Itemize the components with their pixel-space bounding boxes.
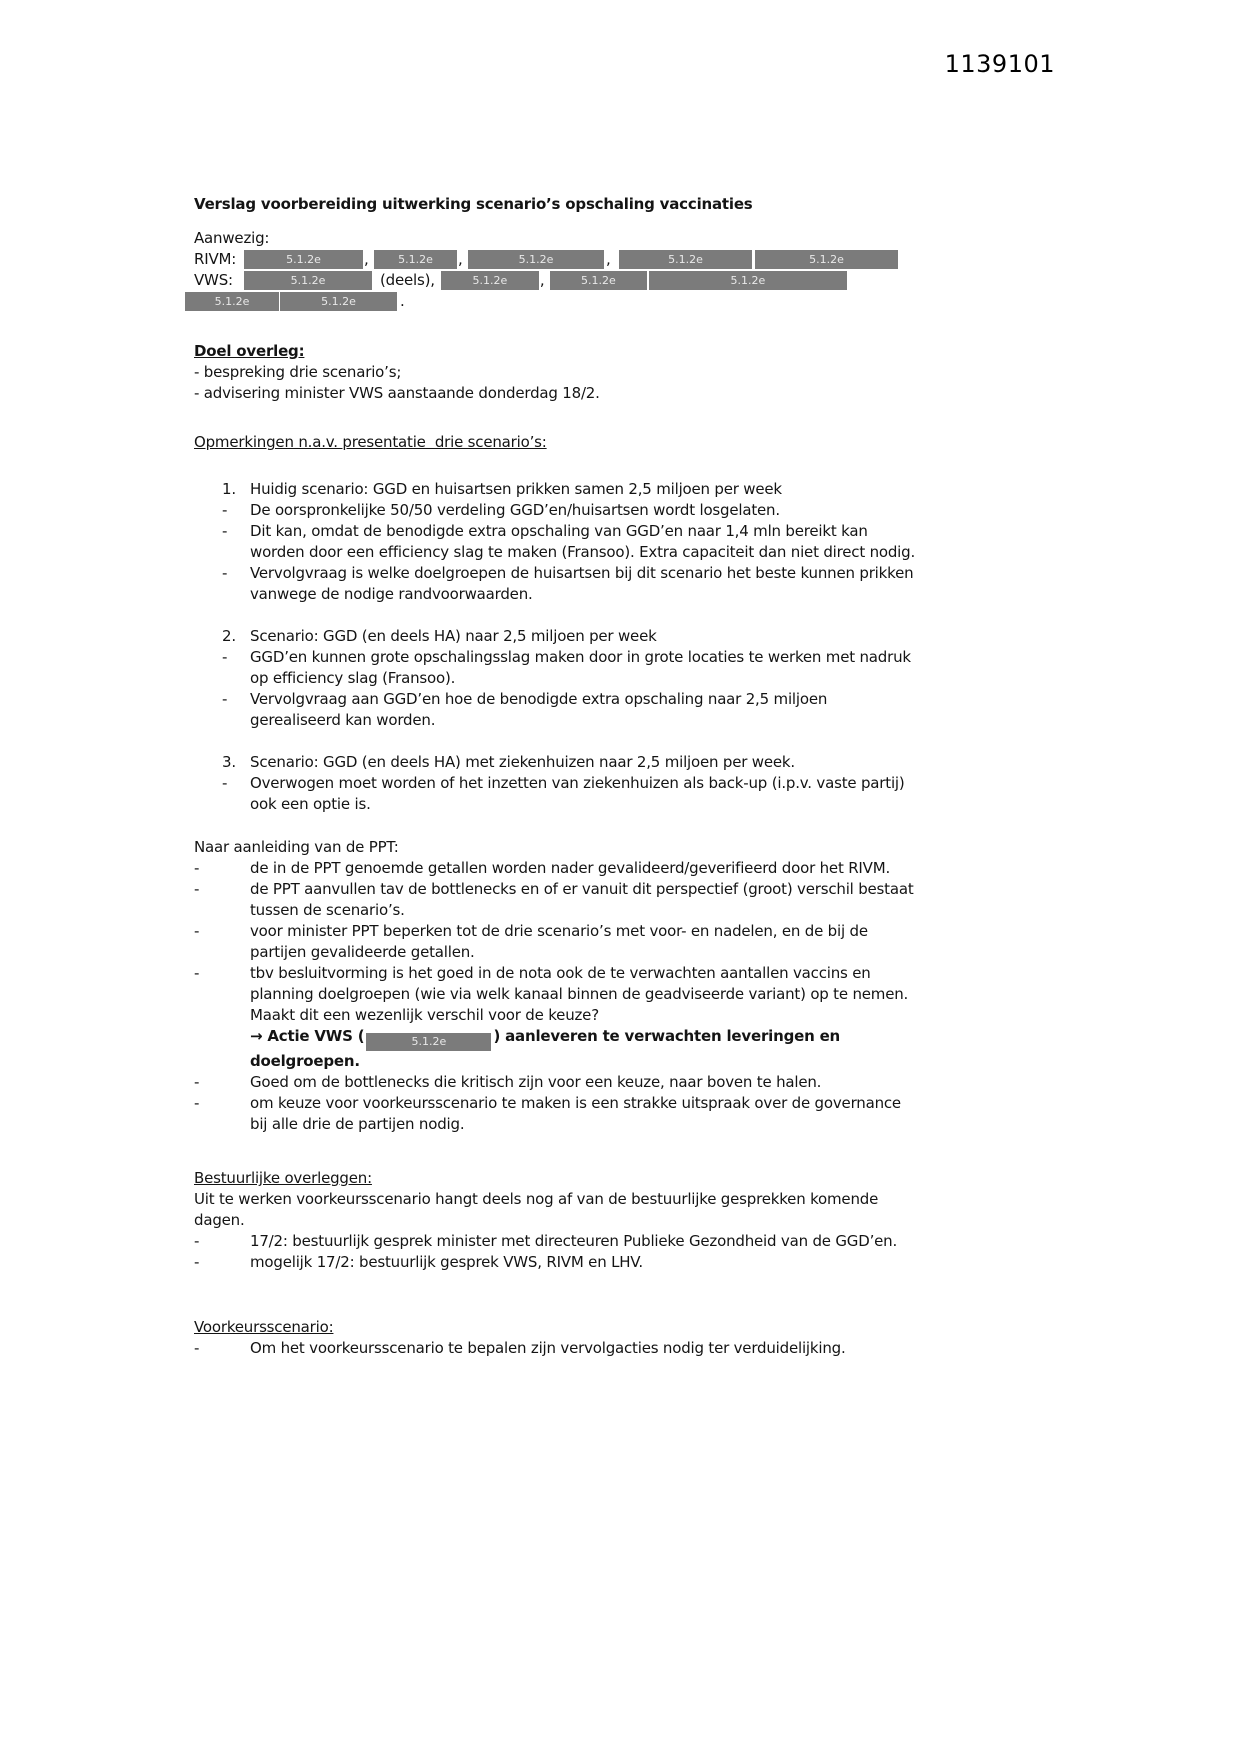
redaction-box: 5.1.2e <box>244 271 372 290</box>
bestuurlijk-heading: Bestuurlijke overleggen: <box>194 1169 372 1187</box>
bullet-text: De oorspronkelijke 50/50 verdeling GGD’en/huisartsen wordt losgelaten. <box>250 501 780 519</box>
attendees-heading: Aanwezig: <box>194 229 270 247</box>
bullet-marker: - <box>194 1253 200 1271</box>
page-title: Verslag voorbereiding uitwerking scenario’s opschaling vaccinaties <box>194 195 753 213</box>
bullet-text: Vervolgvraag aan GGD’en hoe de benodigde extra opschaling naar 2,5 miljoen gerealiseerd kan worden. <box>250 690 828 729</box>
list-item <box>194 963 918 1072</box>
bullet-text: Overwogen moet worden of het inzetten van ziekenhuizen als back-up (i.p.v. vaste partij) ook een optie is. <box>250 774 905 813</box>
bullet-marker: - <box>222 564 228 582</box>
list-item <box>194 921 918 963</box>
deels-text: (deels), <box>380 270 435 289</box>
redaction-box: 5.1.2e <box>755 250 898 269</box>
bullet-text: de in de PPT genoemde getallen worden nader gevalideerd/geverifieerd door het RIVM. <box>250 859 891 877</box>
bullet-marker: - <box>222 648 228 666</box>
list-item <box>222 647 918 689</box>
opmerkingen-heading: Opmerkingen n.a.v. presentatie drie scenario’s: <box>194 433 547 451</box>
bullet-text: Om het voorkeursscenario te bepalen zijn vervolgacties nodig ter verduidelijking. <box>250 1339 846 1357</box>
redaction-box: 5.1.2e <box>619 250 752 269</box>
list-item <box>194 1072 918 1093</box>
redaction-box: 5.1.2e <box>649 271 847 290</box>
bullet-text: de PPT aanvullen tav de bottlenecks en of er vanuit dit perspectief (groot) verschil bestaat tussen de scenario’s. <box>250 880 914 919</box>
redaction-box: 5.1.2e <box>244 250 363 269</box>
separator-comma: , <box>458 249 463 268</box>
separator-period: . <box>400 291 405 310</box>
list-item <box>194 1093 918 1135</box>
voorkeur-heading: Voorkeursscenario: <box>194 1318 334 1336</box>
scenario-title-row <box>222 479 918 500</box>
scenario-number: 2. <box>222 627 236 645</box>
section-doel <box>194 341 918 404</box>
bullet-marker: - <box>194 1232 200 1250</box>
bullet-marker: - <box>194 880 200 898</box>
bullet-marker: - <box>222 522 228 540</box>
bullet-text: om keuze voor voorkeursscenario te maken is een strakke uitspraak over de governance bij alle drie de partijen nodig. <box>250 1094 901 1133</box>
bullet-marker: - <box>194 859 200 877</box>
bullet-marker: - <box>222 501 228 519</box>
scenario-number: 1. <box>222 480 236 498</box>
section-voorkeursscenario <box>194 1317 918 1359</box>
redaction-box: 5.1.2e <box>366 1033 491 1051</box>
doc-number: 1139101 <box>944 50 1055 78</box>
bullet-text: voor minister PPT beperken tot de drie scenario’s met voor- en nadelen, en de bij de partijen gevalideerde getallen. <box>250 922 868 961</box>
scenario-title-row <box>222 752 918 773</box>
bullet-marker: - <box>222 774 228 792</box>
doel-item: - bespreking drie scenario’s; <box>194 363 402 381</box>
bullet-text: tbv besluitvorming is het goed in de nota ook de te verwachten aantallen vaccins en planning doelgroepen (wie via welk kanaal binnen de geadviseerde variant) op te nemen. Maakt dit een wezenlijk verschil voor de keuze? <box>250 964 909 1024</box>
bullet-marker: - <box>194 922 200 940</box>
list-item <box>194 1338 918 1359</box>
list-item <box>222 521 918 563</box>
action-line <box>250 1026 918 1072</box>
separator-comma: , <box>539 270 545 289</box>
redaction-box: 5.1.2e <box>185 292 279 311</box>
vws-label: VWS: <box>194 270 233 289</box>
list-item <box>222 500 918 521</box>
list-item <box>222 773 918 815</box>
bullet-text: GGD’en kunnen grote opschalingsslag maken door in grote locaties te werken met nadruk op efficiency slag (Fransoo). <box>250 648 911 687</box>
bestuurlijk-intro: Uit te werken voorkeursscenario hangt deels nog af van de bestuurlijke gesprekken komende dagen. <box>194 1190 879 1229</box>
scenario-title: Scenario: GGD (en deels HA) met ziekenhuizen naar 2,5 miljoen per week. <box>250 753 795 771</box>
bullet-text-with-action <box>250 963 918 1072</box>
redaction-box: 5.1.2e <box>468 250 604 269</box>
list-item <box>194 879 918 921</box>
bullet-text: mogelijk 17/2: bestuurlijk gesprek VWS, RIVM en LHV. <box>250 1253 643 1271</box>
ppt-heading: Naar aanleiding van de PPT: <box>194 838 399 856</box>
attendees-row-extra <box>185 291 918 311</box>
scenario-item-2 <box>194 626 918 731</box>
scenario-item-3 <box>194 752 918 815</box>
document-content <box>194 194 918 1359</box>
bullet-marker: - <box>194 1094 200 1112</box>
list-item <box>222 689 918 731</box>
rivm-label: RIVM: <box>194 249 237 268</box>
list-item <box>194 858 918 879</box>
separator-comma: , <box>606 249 611 268</box>
attendees-row-rivm <box>194 249 918 269</box>
redaction-box: 5.1.2e <box>374 250 457 269</box>
action-suffix: ) aanleveren te verwachten leveringen en doelgroepen. <box>250 1027 841 1070</box>
redaction-box: 5.1.2e <box>550 271 647 290</box>
scenario-title: Huidig scenario: GGD en huisartsen prikken samen 2,5 miljoen per week <box>250 480 782 498</box>
scenario-number: 3. <box>222 753 236 771</box>
list-item <box>194 1252 918 1273</box>
bullet-marker: - <box>194 1073 200 1091</box>
scenario-title-row <box>222 626 918 647</box>
bullet-text: Dit kan, omdat de benodigde extra opschaling van GGD’en naar 1,4 mln bereikt kan worden door een efficiency slag te maken (Fransoo). Extra capaciteit dan niet direct nodig. <box>250 522 916 561</box>
action-prefix: → Actie VWS ( <box>250 1027 365 1045</box>
section-bestuurlijk <box>194 1168 918 1273</box>
section-ppt <box>194 837 918 1135</box>
doel-item: - advisering minister VWS aanstaande donderdag 18/2. <box>194 384 600 402</box>
doel-heading: Doel overleg: <box>194 342 305 360</box>
scenario-item-1 <box>194 479 918 605</box>
scenario-title: Scenario: GGD (en deels HA) naar 2,5 miljoen per week <box>250 627 657 645</box>
bullet-marker: - <box>194 964 200 982</box>
list-item <box>222 563 918 605</box>
redaction-box: 5.1.2e <box>280 292 397 311</box>
bullet-text: 17/2: bestuurlijk gesprek minister met directeuren Publieke Gezondheid van de GGD’en. <box>250 1232 898 1250</box>
separator-comma: , <box>364 249 369 268</box>
redaction-box: 5.1.2e <box>441 271 539 290</box>
bullet-marker: - <box>194 1339 200 1357</box>
bullet-text: Goed om de bottlenecks die kritisch zijn voor een keuze, naar boven te halen. <box>250 1073 822 1091</box>
bullet-text: Vervolgvraag is welke doelgroepen de huisartsen bij dit scenario het beste kunnen prikken vanwege de nodige randvoorwaarden. <box>250 564 914 603</box>
bullet-marker: - <box>222 690 228 708</box>
attendees-row-vws <box>194 270 918 290</box>
list-item <box>194 1231 918 1252</box>
